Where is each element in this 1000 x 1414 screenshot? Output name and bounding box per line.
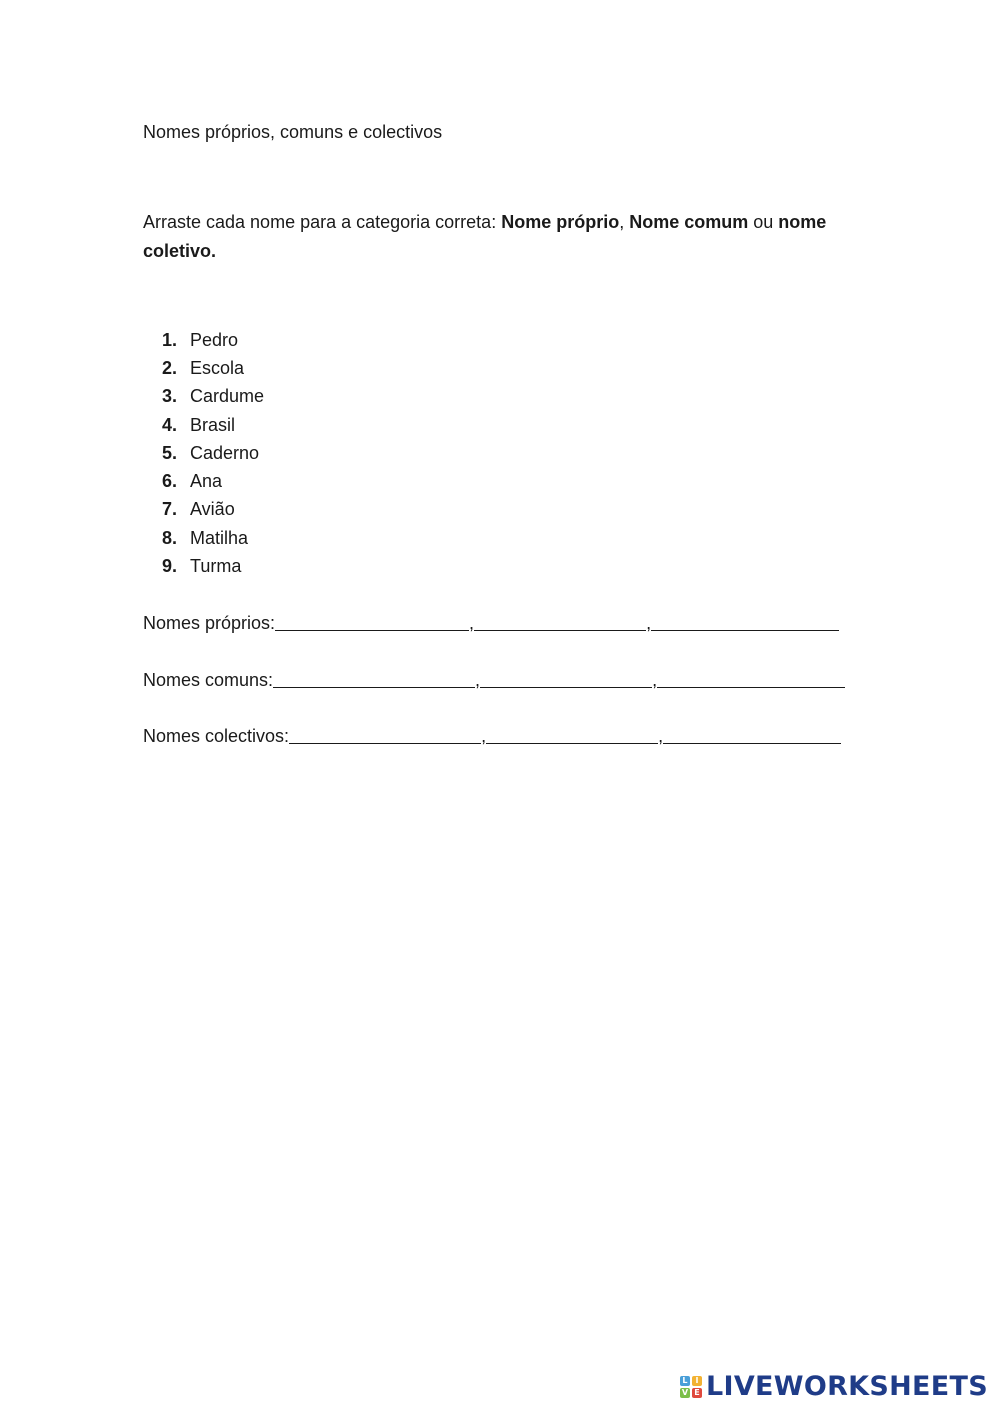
separator: , [646, 613, 652, 633]
item-number: 1. [161, 329, 177, 350]
draggable-word[interactable]: Brasil [190, 414, 236, 435]
instruction-bold-collective: nome coletivo. [143, 212, 827, 261]
separator: , [475, 670, 481, 690]
separator: , [481, 726, 487, 746]
list-item[interactable] [143, 439, 264, 467]
draggable-word[interactable]: Avião [190, 499, 235, 520]
list-item[interactable] [143, 524, 264, 552]
drop-blank[interactable] [486, 725, 658, 744]
draggable-word[interactable]: Cardume [190, 386, 265, 407]
drop-blank[interactable] [657, 669, 845, 688]
drop-blank[interactable] [651, 612, 839, 631]
instruction-part-2: , [619, 212, 630, 232]
drop-blank[interactable] [273, 669, 475, 688]
logo-letter: E [692, 1388, 702, 1398]
answer-label-proprios: Nomes próprios: [143, 613, 276, 633]
list-item[interactable] [143, 467, 264, 495]
worksheet-title: Nomes próprios, comuns e colectivos [143, 122, 443, 142]
separator: , [652, 670, 658, 690]
instruction-bold-proper: Nome próprio [501, 212, 620, 232]
draggable-word[interactable]: Matilha [190, 527, 249, 548]
drop-blank[interactable] [289, 725, 481, 744]
separator: , [658, 726, 664, 746]
drop-blank[interactable] [663, 725, 841, 744]
answer-row-comuns [143, 668, 845, 692]
draggable-word[interactable]: Pedro [190, 329, 239, 350]
logo-letter: V [681, 1388, 689, 1397]
instruction-bold-common: Nome comum [629, 212, 749, 232]
list-item[interactable] [143, 383, 264, 411]
draggable-word[interactable]: Caderno [190, 442, 260, 463]
list-item[interactable] [143, 411, 264, 439]
answer-label-comuns: Nomes comuns: [143, 670, 274, 690]
liveworksheets-logo-icon [680, 1376, 702, 1398]
item-number: 7. [161, 499, 177, 520]
item-number: 9. [161, 556, 177, 577]
list-item[interactable] [143, 496, 264, 524]
instruction-text [143, 208, 843, 266]
list-item[interactable] [143, 326, 264, 354]
draggable-word[interactable]: Ana [190, 471, 223, 492]
draggable-word[interactable]: Escola [190, 357, 245, 378]
item-number: 2. [161, 357, 177, 378]
separator: , [469, 613, 475, 633]
item-number: 5. [161, 442, 177, 463]
word-list [143, 326, 264, 581]
answer-row-colectivos [143, 724, 841, 748]
instruction-part-3: ou [748, 212, 779, 232]
list-item[interactable] [143, 354, 264, 382]
logo-letter: L [680, 1376, 690, 1386]
item-number: 3. [161, 386, 177, 407]
list-item[interactable] [143, 552, 264, 580]
drop-blank[interactable] [480, 669, 652, 688]
answer-row-proprios [143, 611, 839, 635]
item-number: 8. [161, 527, 177, 548]
item-number: 6. [161, 471, 177, 492]
item-number: 4. [161, 414, 177, 435]
draggable-word[interactable]: Turma [190, 556, 242, 577]
instruction-part-1: Arraste cada nome para a categoria correta: [143, 212, 502, 232]
drop-blank[interactable] [474, 612, 646, 631]
logo-text: LIVEWORKSHEETS [705, 1371, 988, 1402]
liveworksheets-logo [680, 1371, 988, 1402]
drop-blank[interactable] [275, 612, 469, 631]
answer-label-colectivos: Nomes colectivos: [143, 726, 290, 746]
logo-letter: I [692, 1376, 702, 1386]
